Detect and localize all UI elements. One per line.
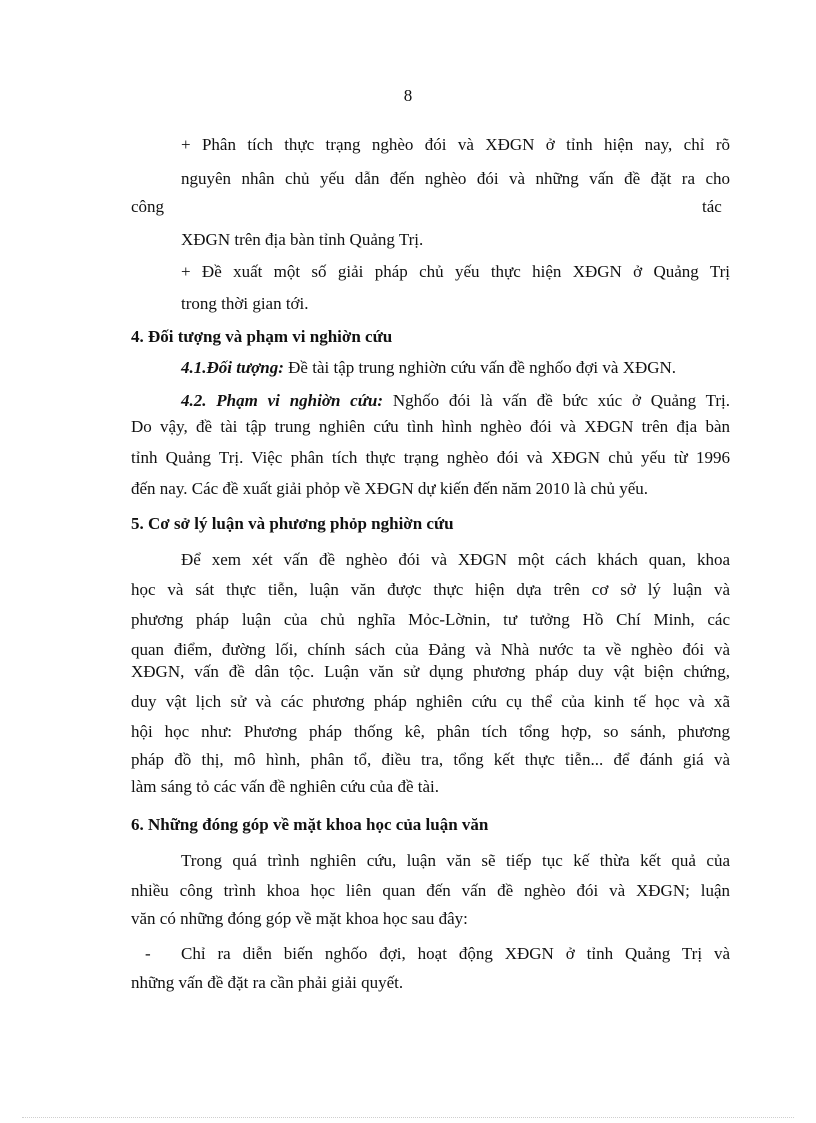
text-line: công: [131, 197, 165, 216]
text-line: trong thời gian tới.: [181, 294, 309, 313]
text-line: nguyên nhân chủ yếu dẫn đến nghèo đói và những vấn đề đặt ra cho: [181, 169, 730, 188]
text-line: quan điểm, đường lối, chính sách của Đảng và Nhà nước ta về nghèo đói và: [131, 640, 730, 659]
subsection-label: 4.1.Đối tượng:: [181, 358, 284, 377]
text-line: Trong quá trình nghiên cứu, luận văn sẽ tiếp tục kế thừa kết quả của: [181, 851, 730, 870]
text-line: XĐGN, vấn đề dân tộc. Luận văn sử dụng phương pháp duy vật biện chứng,: [131, 662, 730, 681]
subsection-text: Đề tài tập trung nghiờn cứu vấn đề nghốo đợi và XĐGN.: [283, 358, 677, 377]
page-bottom-border: [22, 1117, 794, 1118]
text-line: Do vậy, đề tài tập trung nghiên cứu tình hình nghèo đói và XĐGN trên địa bàn: [131, 417, 730, 436]
list-item: những vấn đề đặt ra cần phải giải quyết.: [131, 973, 404, 992]
text-line: Để xem xét vấn đề nghèo đói và XĐGN một cách khách quan, khoa: [181, 550, 730, 569]
text-line: [181, 358, 676, 378]
subsection-label: 4.2. Phạm vi nghiờn cứu:: [181, 391, 384, 410]
text-line: [181, 391, 730, 411]
text-line: tỉnh Quảng Trị. Việc phân tích thực trạng nghèo đói và XĐGN chủ yếu từ 1996: [131, 448, 730, 467]
text-line: phương pháp luận của chủ nghĩa Mỏc-Lờnin, tư tưởng Hồ Chí Minh, các: [131, 610, 730, 629]
section-heading: 5. Cơ sở lý luận và phương phỏp nghiờn cứu: [131, 514, 454, 533]
page-number: 8: [403, 86, 413, 105]
text-line: văn có những đóng góp về mặt khoa học sau đây:: [131, 909, 468, 928]
text-line: hội học như: Phương pháp thống kê, phân tích tổng hợp, so sánh, phương: [131, 722, 730, 741]
text-line: + Đề xuất một số giải pháp chủ yếu thực hiện XĐGN ở Quảng Trị: [181, 262, 730, 281]
text-line: làm sáng tỏ các vấn đề nghiên cứu của đề tài.: [131, 777, 440, 796]
section-heading: 4. Đối tượng và phạm vi nghiờn cứu: [131, 327, 393, 346]
text-line: học và sát thực tiễn, luận văn được thực hiện dựa trên cơ sở lý luận và: [131, 580, 730, 599]
bullet-marker: -: [145, 944, 151, 963]
text-line: tác: [702, 197, 722, 216]
text-line: nhiều công trình khoa học liên quan đến vấn đề nghèo đói và XĐGN; luận: [131, 881, 730, 900]
text-line: + Phân tích thực trạng nghèo đói và XĐGN ở tỉnh hiện nay, chỉ rõ: [181, 135, 730, 154]
text-line: duy vật lịch sử và các phương pháp nghiên cứu cụ thể của kinh tế học và xã: [131, 692, 730, 711]
list-item: Chỉ ra diễn biến nghốo đợi, hoạt động XĐGN ở tỉnh Quảng Trị và: [181, 944, 730, 963]
text-line: đến nay. Các đề xuất giải phỏp về XĐGN dự kiến đến năm 2010 là chủ yếu.: [131, 479, 649, 498]
text-line: XĐGN trên địa bàn tỉnh Quảng Trị.: [181, 230, 424, 249]
text-line: pháp đồ thị, mô hình, phân tổ, điều tra, tổng kết thực tiễn... để đánh giá và: [131, 750, 730, 769]
section-heading: 6. Những đóng góp về mặt khoa học của luận văn: [131, 815, 489, 834]
subsection-text: Nghốo đói là vấn đề bức xúc ở Quảng Trị.: [383, 391, 731, 410]
